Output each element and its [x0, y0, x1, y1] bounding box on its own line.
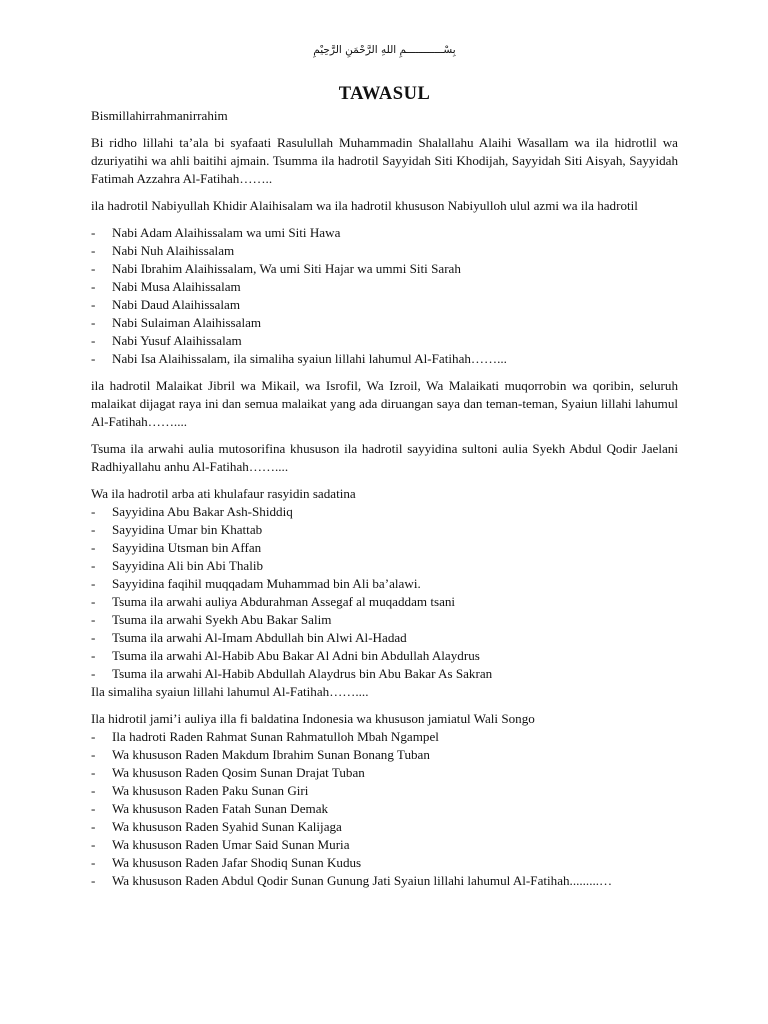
paragraph-walisongo: Ila hidrotil jami’i auliya illa fi baldatina Indonesia wa khususon jamiatul Wali Songo — [91, 711, 535, 726]
basmala-heading: بِسْــــــــــــمِ اللهِ الرَّحْمَنِ الرَّحِيْمِ — [313, 44, 456, 56]
paragraph-rasulullah: Bi ridho lillahi ta’ala bi syafaati Rasulullah Muhammadin Shalallahu Alaihi Wasallam wa ila hidrotlil wa dzuriyatihi wa ahli baitihi ajmain. Tsumma ila hadrotil Sayyidah Siti Khodijah, Sayyidah Siti Aisyah, Sayyidah Fatimah Azzahra Al-Fatihah…….. — [91, 135, 678, 186]
opening-line: Bismillahirrahmanirrahim — [91, 108, 228, 123]
list-item: - Wa khususon Raden Qosim Sunan Drajat Tuban — [91, 764, 678, 782]
paragraph-malaikat: ila hadrotil Malaikat Jibril wa Mikail, wa Isrofil, Wa Izroil, Wa Malaikati muqorrobin wa qoribin, seluruh malaikat dijagat raya ini dan semua malaikat yang ada diruangan saya dan teman-teman, Syaiun lillahi lahumul Al-Fatihah…….... — [91, 378, 678, 429]
list-item: - Wa khususon Raden Syahid Sunan Kalijaga — [91, 818, 678, 836]
list-item: - Nabi Daud Alaihissalam — [91, 296, 678, 314]
list-item: - Nabi Ibrahim Alaihissalam, Wa umi Siti Hajar wa ummi Siti Sarah — [91, 260, 678, 278]
list-item: - Sayyidina Utsman bin Affan — [91, 539, 678, 557]
list-item: - Nabi Adam Alaihissalam wa umi Siti Hawa — [91, 224, 678, 242]
paragraph-fatihah-closing: Ila simaliha syaiun lillahi lahumul Al-Fatihah…….... — [91, 684, 369, 699]
paragraph-khulafaur: Wa ila hadrotil arba ati khulafaur rasyidin sadatina — [91, 486, 356, 501]
list-item: - Sayyidina Umar bin Khattab — [91, 521, 678, 539]
list-item: - Wa khususon Raden Fatah Sunan Demak — [91, 800, 678, 818]
list-item: - Nabi Isa Alaihissalam, ila simaliha syaiun lillahi lahumul Al-Fatihah……... — [91, 350, 678, 368]
list-item: - Wa khususon Raden Jafar Shodiq Sunan Kudus — [91, 854, 678, 872]
list-item: - Tsuma ila arwahi Syekh Abu Bakar Salim — [91, 611, 678, 629]
paragraph-nabi-khidir: ila hadrotil Nabiyullah Khidir Alaihisalam wa ila hadrotil khususon Nabiyulloh ulul azmi wa ila hadrotil — [91, 198, 638, 213]
page-title: TAWASUL — [338, 84, 431, 104]
list-item: - Sayyidina Ali bin Abi Thalib — [91, 557, 678, 575]
list-item: - Tsuma ila arwahi Al-Habib Abdullah Alaydrus bin Abu Bakar As Sakran — [91, 665, 678, 683]
list-item: - Tsuma ila arwahi Al-Habib Abu Bakar Al Adni bin Abdullah Alaydrus — [91, 647, 678, 665]
list-item: - Wa khususon Raden Umar Said Sunan Muria — [91, 836, 678, 854]
list-item: - Tsuma ila arwahi Al-Imam Abdullah bin Alwi Al-Hadad — [91, 629, 678, 647]
prophets-list — [91, 224, 678, 368]
list-item: - Nabi Musa Alaihissalam — [91, 278, 678, 296]
list-item: - Tsuma ila arwahi auliya Abdurahman Assegaf al muqaddam tsani — [91, 593, 678, 611]
list-item: - Sayyidina faqihil muqqadam Muhammad bin Ali ba’alawi. — [91, 575, 678, 593]
walisongo-list — [91, 728, 678, 890]
paragraph-aulia: Tsuma ila arwahi aulia mutosorifina khususon ila hadrotil sayyidina sultoni aulia Syekh Abdul Qodir Jaelani Radhiyallahu anhu Al-Fatihah…….... — [91, 441, 678, 474]
list-item: - Nabi Nuh Alaihissalam — [91, 242, 678, 260]
list-item: - Ila hadroti Raden Rahmat Sunan Rahmatulloh Mbah Ngampel — [91, 728, 678, 746]
list-item: - Wa khususon Raden Abdul Qodir Sunan Gunung Jati Syaiun lillahi lahumul Al-Fatihah.........… — [91, 872, 678, 890]
list-item: - Wa khususon Raden Makdum Ibrahim Sunan Bonang Tuban — [91, 746, 678, 764]
khulafa-list — [91, 503, 678, 683]
list-item: - Nabi Sulaiman Alaihissalam — [91, 314, 678, 332]
list-item: - Sayyidina Abu Bakar Ash-Shiddiq — [91, 503, 678, 521]
list-item: - Wa khususon Raden Paku Sunan Giri — [91, 782, 678, 800]
list-item: - Nabi Yusuf Alaihissalam — [91, 332, 678, 350]
